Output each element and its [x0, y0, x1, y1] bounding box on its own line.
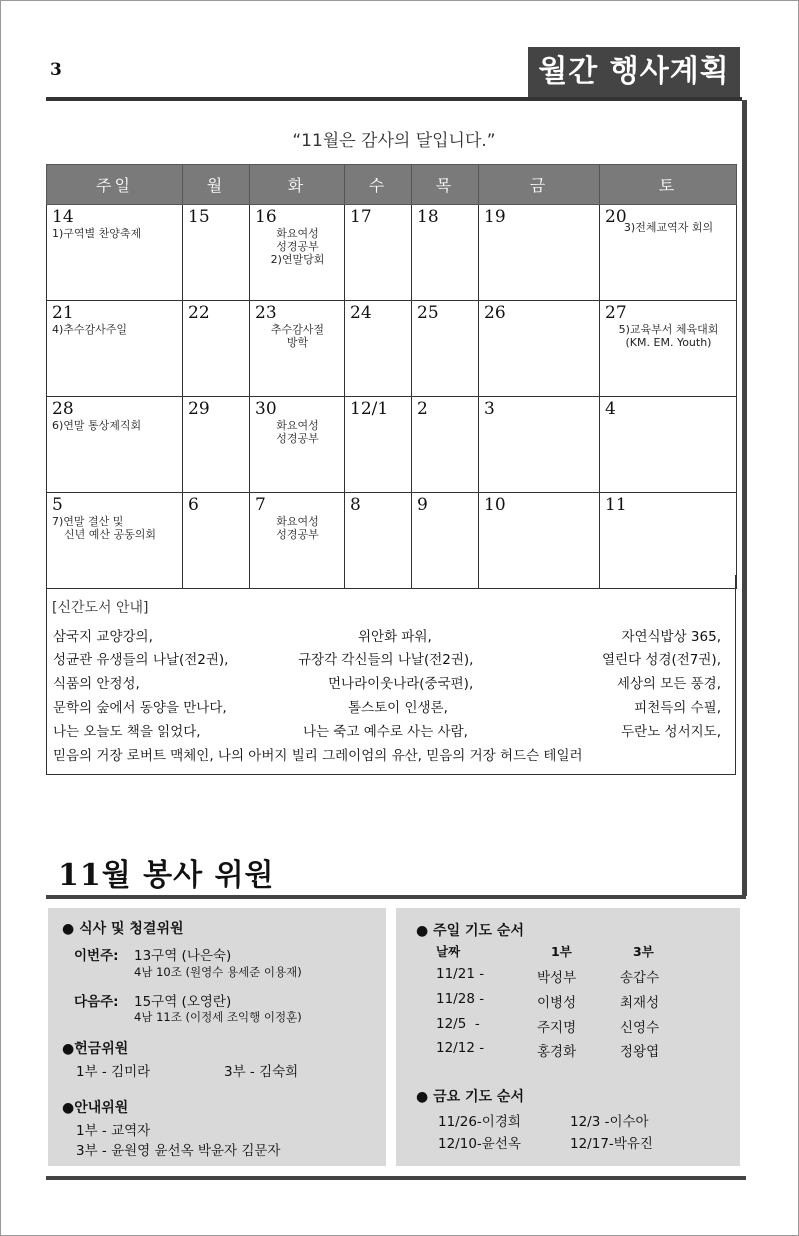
book-row — [53, 627, 721, 647]
book-title: 규장각 각신들의 나날(전2권), — [298, 652, 474, 668]
book-row — [53, 698, 721, 718]
book-title: 믿음의 거장 로버트 맥체인, 나의 아버지 빌리 그레이엄의 유산, 믿음의 거장 허드슨 테일러 — [53, 748, 583, 764]
event-text: 성경공부 — [276, 240, 319, 253]
book-title: 자연식밥상 365, — [621, 629, 721, 645]
calendar-day — [600, 205, 737, 301]
day-number: 26 — [484, 303, 506, 323]
calendar-day — [183, 397, 250, 493]
book-title: 위안화 파워, — [358, 629, 432, 645]
day-number: 27 — [605, 303, 627, 323]
book-title: 세상의 모든 풍경, — [616, 676, 721, 692]
right-divider — [742, 100, 747, 896]
prayer-date: 12/5 - — [436, 1016, 480, 1032]
day-number: 20 — [605, 207, 627, 227]
day-number: 24 — [350, 303, 372, 323]
next-week-value: 15구역 (오영란) — [134, 994, 232, 1010]
event-text: (KM. EM. Youth) — [625, 336, 712, 349]
calendar-day — [600, 301, 737, 397]
book-title: 식품의 안정성, — [53, 676, 140, 692]
sunday-prayer-heading: ● 주일 기도 순서 — [416, 923, 524, 939]
prayer-first: 박성부 — [537, 970, 577, 986]
day-header: 목 — [412, 165, 479, 205]
event-text: 화요여성 — [276, 515, 319, 528]
calendar-day — [412, 397, 479, 493]
day-number: 8 — [350, 495, 361, 515]
service-divider — [46, 895, 746, 899]
calendar-week — [47, 301, 737, 397]
day-number: 22 — [188, 303, 210, 323]
calendar-day — [183, 301, 250, 397]
event-text: 6)연말 통상제직회 — [52, 419, 142, 432]
day-number: 30 — [255, 399, 277, 419]
day-number: 10 — [484, 495, 506, 515]
page-number: 3 — [50, 60, 62, 80]
day-number: 14 — [52, 207, 74, 227]
day-header: 월 — [183, 165, 250, 205]
bottom-divider — [46, 1176, 746, 1180]
book-title: 삼국지 교양강의, — [53, 629, 153, 645]
guide-first: 1부 - 교역자 — [76, 1123, 151, 1139]
calendar-day — [183, 205, 250, 301]
book-title: 피천득의 수필, — [634, 700, 721, 716]
prayer-date: 11/21 - — [436, 966, 485, 982]
day-number: 17 — [350, 207, 372, 227]
day-number: 6 — [188, 495, 199, 515]
day-number: 11 — [605, 495, 627, 515]
book-title: 톨스토이 인생론, — [348, 700, 448, 716]
calendar-day — [47, 205, 183, 301]
prayer-first: 이병성 — [537, 995, 577, 1011]
service-title: 11월 봉사 위원 — [58, 858, 275, 893]
meal-heading: ● 식사 및 청결위원 — [62, 921, 184, 937]
prayer-third: 신영수 — [620, 1020, 660, 1036]
calendar-day — [250, 205, 345, 301]
book-row — [53, 746, 721, 766]
event-text: 3)전체교역자 회의 — [623, 221, 714, 234]
event-text: 추수감사절 — [270, 323, 325, 336]
day-number: 18 — [417, 207, 439, 227]
this-week-value: 13구역 (나은숙) — [134, 948, 232, 964]
day-number: 23 — [255, 303, 277, 323]
calendar-day — [600, 397, 737, 493]
event-text: 2)연말당회 — [270, 253, 325, 266]
event-text: 1)구역별 찬양축제 — [52, 227, 142, 240]
this-week-label: 이번주: — [74, 948, 119, 964]
event-text: 성경공부 — [276, 528, 319, 541]
col-first: 1부 — [551, 944, 572, 959]
event-text: 5)교육부서 체육대회 — [618, 323, 719, 336]
day-header: 수 — [345, 165, 412, 205]
calendar-day — [479, 397, 600, 493]
book-title: 나는 죽고 예수로 사는 사람, — [303, 724, 468, 740]
event-text: 성경공부 — [276, 432, 319, 445]
book-title: 성균관 유생들의 나날(전2권), — [53, 652, 229, 668]
calendar-day — [345, 301, 412, 397]
calendar-day — [47, 301, 183, 397]
prayer-first: 홍경화 — [537, 1044, 577, 1060]
book-title: 문학의 숲에서 동양을 만나다, — [53, 700, 227, 716]
book-title: 두란노 성서지도, — [621, 724, 721, 740]
offering-first: 1부 - 김미라 — [76, 1064, 151, 1080]
day-header: 주일 — [47, 165, 183, 205]
calendar-day — [47, 397, 183, 493]
offering-heading: ●헌금위원 — [62, 1041, 129, 1057]
calendar-day — [250, 397, 345, 493]
service-panel-right — [396, 908, 740, 1166]
day-number: 21 — [52, 303, 74, 323]
event-calendar — [46, 164, 737, 589]
book-title: 나는 오늘도 책을 읽었다, — [53, 724, 201, 740]
next-week-team: 4남 11조 (이정세 조익행 이정훈) — [134, 1010, 302, 1024]
header-title: 월간 행사계획 — [528, 47, 740, 99]
day-number: 28 — [52, 399, 74, 419]
day-number: 7 — [255, 495, 266, 515]
calendar-subtitle: “11월은 감사의 달입니다.” — [292, 131, 496, 151]
day-number: 4 — [605, 399, 616, 419]
friday-prayer-entry: 11/26-이경희 — [438, 1114, 521, 1130]
calendar-week — [47, 397, 737, 493]
day-header: 화 — [250, 165, 345, 205]
friday-prayer-entry: 12/17-박유진 — [570, 1136, 653, 1152]
day-number: 12/1 — [350, 399, 389, 419]
calendar-day — [345, 397, 412, 493]
day-number: 9 — [417, 495, 428, 515]
book-row — [53, 674, 721, 694]
prayer-date: 11/28 - — [436, 991, 485, 1007]
event-text: 신년 예산 공동의회 — [64, 528, 157, 541]
new-books-title: [신간도서 안내] — [52, 600, 149, 616]
event-text: 화요여성 — [276, 419, 319, 432]
calendar-day — [345, 205, 412, 301]
event-text: 7)연말 결산 및 — [52, 515, 124, 528]
day-number: 2 — [417, 399, 428, 419]
col-date: 날짜 — [436, 944, 461, 959]
book-title: 먼나라이웃나라(중국편), — [328, 676, 474, 692]
prayer-third: 최재성 — [620, 995, 660, 1011]
day-number: 19 — [484, 207, 506, 227]
calendar-day — [412, 301, 479, 397]
new-books-box — [46, 575, 736, 775]
day-header: 토 — [600, 165, 737, 205]
calendar-day — [479, 205, 600, 301]
prayer-third: 정왕엽 — [620, 1044, 660, 1060]
day-number: 3 — [484, 399, 495, 419]
col-third: 3부 — [633, 944, 654, 959]
prayer-third: 송갑수 — [620, 970, 660, 986]
prayer-date: 12/12 - — [436, 1040, 485, 1056]
header-divider — [46, 97, 742, 101]
day-number: 29 — [188, 399, 210, 419]
guide-heading: ●안내위원 — [62, 1100, 129, 1116]
book-row — [53, 650, 721, 670]
friday-prayer-heading: ● 금요 기도 순서 — [416, 1089, 524, 1105]
calendar-day — [479, 301, 600, 397]
book-row — [53, 722, 721, 742]
offering-third: 3부 - 김숙희 — [224, 1064, 299, 1080]
friday-prayer-entry: 12/3 -이수아 — [570, 1114, 649, 1130]
day-number: 16 — [255, 207, 277, 227]
day-number: 15 — [188, 207, 210, 227]
day-number: 25 — [417, 303, 439, 323]
day-number: 5 — [52, 495, 63, 515]
day-header: 금 — [479, 165, 600, 205]
event-text: 방학 — [286, 336, 309, 349]
friday-prayer-entry: 12/10-윤선옥 — [438, 1136, 521, 1152]
calendar-week — [47, 205, 737, 301]
calendar-day — [412, 205, 479, 301]
this-week-team: 4남 10조 (원영수 용세준 이용재) — [134, 965, 302, 979]
guide-third: 3부 - 윤원영 윤선옥 박윤자 김문자 — [76, 1143, 281, 1159]
next-week-label: 다음주: — [74, 994, 119, 1010]
prayer-first: 주지명 — [537, 1020, 577, 1036]
book-title: 열린다 성경(전7권), — [602, 652, 721, 668]
service-panel-left — [48, 908, 386, 1166]
calendar-day — [250, 301, 345, 397]
event-text: 4)추수감사주일 — [52, 323, 128, 336]
event-text: 화요여성 — [276, 227, 319, 240]
